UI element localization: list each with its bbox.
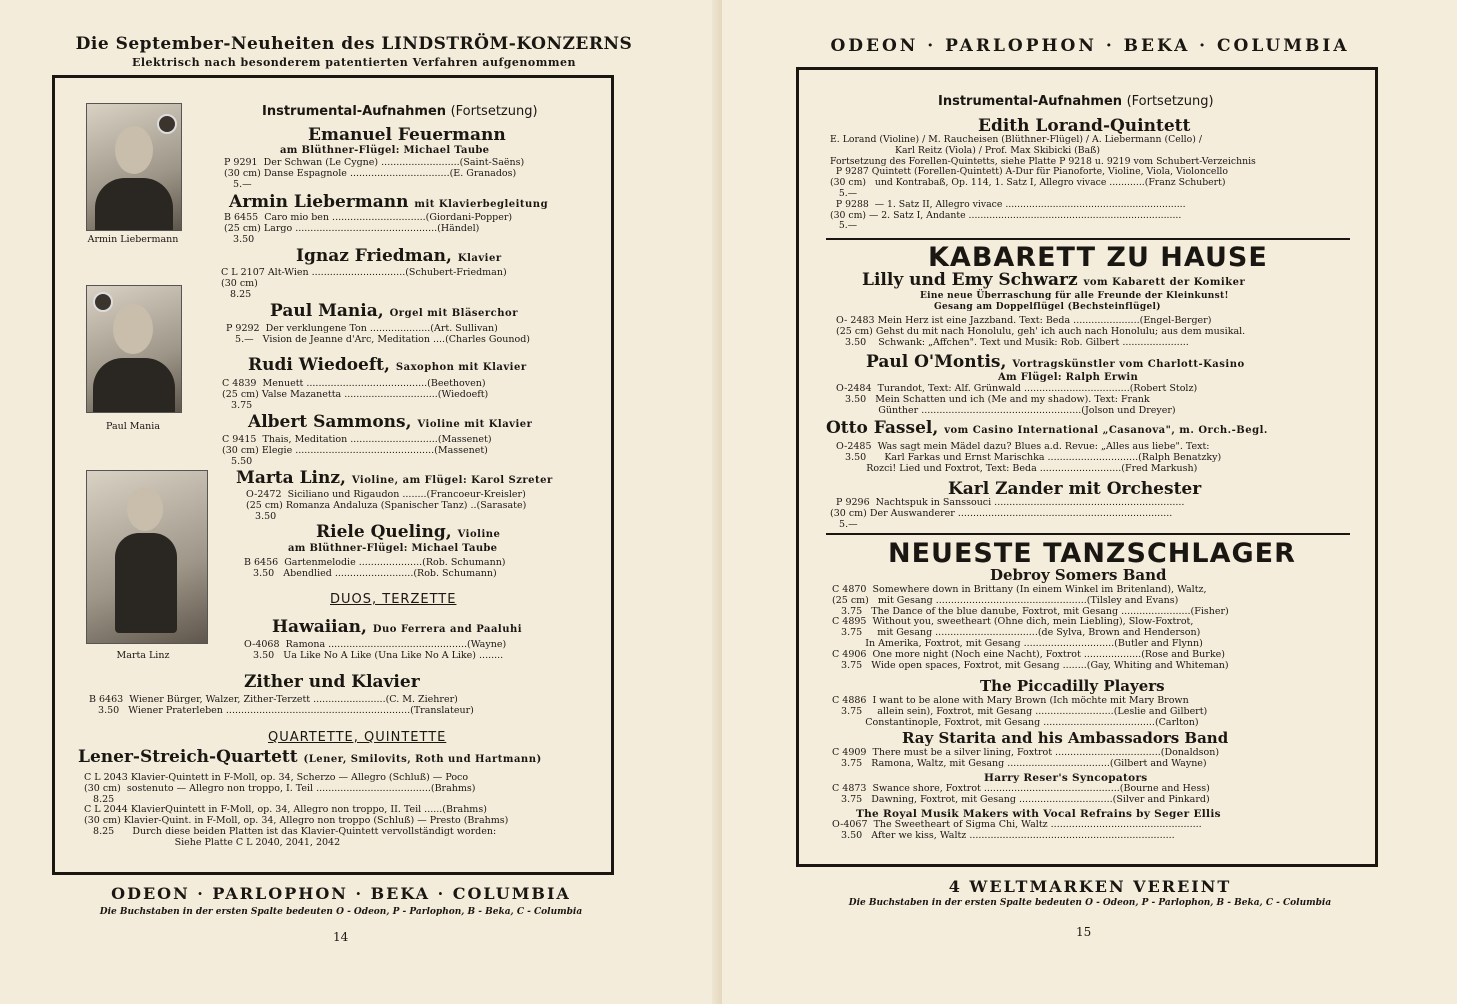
artist-name: Hawaiian, Duo Ferrera and Paaluhi [272,617,523,637]
category-heading: DUOS, TERZETTE [330,592,457,607]
tanzschlager-heading: NEUESTE TANZSCHLAGER [888,538,1296,569]
right-header-title: ODEON · PARLOPHON · BEKA · COLUMBIA [830,36,1350,56]
record-entries: B 6456 Gartenmelodie .....................(Rob. Schumann) 3.50 Abendlied ..........................(Rob. Schumann) [244,557,506,579]
artist-name: Karl Zander mit Orchester [948,479,1202,499]
record-entries: O-2472 Siciliano und Rigaudon ........(Francoeur-Kreisler) (25 cm) Romanza Andaluza (Spanischer Tanz) ..(Sarasate) 3.50 [246,489,527,522]
category-heading: QUARTETTE, QUINTETTE [268,730,447,745]
record-entries: B 6455 Caro mio ben ...............................(Giordani-Popper) (25 cm) Largo ...............................................(Händel) 3.50 [224,212,513,245]
record-entries: O- 2483 Mein Herz ist eine Jazzband. Text: Beda ......................(Engel-Berger) (25 cm) Gehst du mit nach Honolulu, geh' ich auch nach Honolulu; aus dem musikal. 3.50 Schwank: „Affchen". Text und Musik: Rob. Gilbert ...................... [836,315,1246,348]
record-entries: O-4067 The Sweetheart of Sigma Chi, Waltz .................................................. 3.50 After we kiss, Waltz .................................................................... [832,819,1202,841]
artist-name: Debroy Somers Band [990,566,1167,584]
caption: Paul Mania [105,421,161,432]
artist-name: Paul Mania, Orgel mit Bläserchor [270,301,518,321]
odeon-logo-icon [157,114,177,134]
divider [826,238,1350,240]
record-entries: C 4839 Menuett ........................................(Beethoven) (25 cm) Valse Mazanetta ...............................(Wiedoeft) 3.75 [222,378,489,411]
right-footer-note: Die Buchstaben in der ersten Spalte bedeuten O - Odeon, P - Parlophon, B - Beka, C - Columbia [848,898,1332,908]
artist-subtitle: Gesang am Doppelflügel (Bechsteinflügel) [934,302,1161,312]
artist-name: The Piccadilly Players [980,677,1165,695]
caption: Marta Linz [116,650,170,661]
record-entries: O-2484 Turandot, Text: Alf. Grünwald ...................................(Robert Stolz) 3.50 Mein Schatten und ich (Me and my shadow). Text: Frank Günther .....................................................(Jolson und Dreyer) [836,383,1198,416]
artist-name: Albert Sammons, Violine mit Klavier [248,412,533,432]
left-header-subtitle: Elektrisch nach besonderem patentierten Verfahren aufgenommen [131,56,577,69]
portrait-marta-linz [86,470,208,644]
artist-name: Marta Linz, Violine, am Flügel: Karol Szreter [236,468,553,488]
record-entries: C 4909 There must be a silver lining, Foxtrot ...................................(Donaldson) 3.75 Ramona, Waltz, mit Gesang ..................................(Gilbert and Wayne) [832,747,1220,769]
record-entries: O-4068 Ramona ..............................................(Wayne) 3.50 Ua Like No A Like (Una Like No A Like) ........ [244,639,507,661]
artist-name: Riele Queling, Violine [316,522,501,542]
caption: Armin Liebermann [87,234,179,245]
artist-subtitle: Am Flügel: Ralph Erwin [998,372,1139,383]
artist-name: Edith Lorand-Quintett [978,116,1191,136]
right-page [722,0,1457,1004]
record-entries: C L 2107 Alt-Wien ...............................(Schubert-Friedman) (30 cm) 8.25 [221,267,507,300]
artist-name: Armin Liebermann mit Klavierbegleitung [229,192,549,212]
kabarett-heading: KABARETT ZU HAUSE [928,242,1268,273]
artist-name: Rudi Wiedoeft, Saxophon mit Klavier [248,355,527,375]
record-entries: E. Lorand (Violine) / M. Raucheisen (Blüthner-Flügel) / A. Liebermann (Cello) / Karl Reitz (Viola) / Prof. Max Skibicki (Baß) Fortsetzung des Forellen-Quintetts, siehe Platte P 9218 u. 9219 vom Schubert-Verzeichnis P 9287 Quintett (Forellen-Quintett) A-Dur für Pianoforte, Violine, Viola, Violoncello (30 cm) und Kontrabaß, Op. 114, 1. Satz I, Allegro vivace ............(Franz Schubert) 5.— P 9288 — 1. Satz II, Allegro vivace ............................................................. (30 cm) — 2. Satz I, Andante ........................................................................ 5.— [830,134,1256,232]
artist-name: Otto Fassel, vom Casino International „Casanova", m. Orch.-Begl. [826,418,1268,438]
record-entries: C 9415 Thais, Meditation .............................(Massenet) (30 cm) Elegie ..............................................(Massenet) 5.50 [222,434,492,467]
portrait-paul-mania [86,285,182,413]
artist-name: The Royal Musik Makers with Vocal Refrains by Seger Ellis [856,808,1221,820]
left-footer-note: Die Buchstaben in der ersten Spalte bedeuten O - Odeon, P - Parlophon, B - Beka, C - Columbia [99,907,583,917]
artist-subtitle: Eine neue Überraschung für alle Freunde der Kleinkunst! [920,291,1229,301]
record-entries: B 6463 Wiener Bürger, Walzer, Zither-Terzett ........................(C. M. Ziehrer) 3.50 Wiener Praterleben .............................................................(Translateur) [89,694,474,716]
artist-name: Harry Reser's Syncopators [984,772,1148,784]
record-entries: C 4873 Swance shore, Foxtrot .............................................(Bourne and Hess) 3.75 Dawning, Foxtrot, mit Gesang ...............................(Silver and Pinkard) [832,783,1210,805]
artist-name: Lilly und Emy Schwarz vom Kabarett der Komiker [862,270,1246,290]
left-header-title: Die September-Neuheiten des LINDSTRÖM-KONZERNS [75,34,633,54]
record-entries: C L 2043 Klavier-Quintett in F-Moll, op. 34, Scherzo — Allegro (Schluß) — Poco (30 cm) sostenuto — Allegro non troppo, I. Teil ......................................(Brahms) 8.25 C L 2044 KlavierQuintett in F-Moll, op. 34, Allegro non troppo, II. Teil ......(Brahms) (30 cm) Klavier-Quint. in F-Moll, op. 34, Allegro non troppo (Schluß) — Presto (Brahms) 8.25 Durch diese beiden Platten ist das Klavier-Quintett vervollständigt worden: Siehe Platte C L 2040, 2041, 2042 [84,772,509,848]
artist-name: Lener-Streich-Quartett (Lener, Smilovits, Roth und Hartmann) [78,747,542,767]
record-entries: C 4886 I want to be alone with Mary Brown (Ich möchte mit Mary Brown 3.75 allein sein), Foxtrot, mit Gesang ..........................(Leslie and Gilbert) Constantinople, Foxtrot, mit Gesang .....................................(Carlton) [832,695,1208,728]
section-heading: Instrumental-Aufnahmen (Fortsetzung) [938,94,1214,109]
left-footer-brands: ODEON · PARLOPHON · BEKA · COLUMBIA [111,884,571,903]
portrait-armin-liebermann [86,103,182,231]
artist-name: Ignaz Friedman, Klavier [296,246,502,266]
odeon-logo-icon [93,292,113,312]
right-footer-title: 4 WELTMARKEN VEREINT [948,877,1232,896]
artist-name: Emanuel Feuermann [308,125,506,145]
page-number: 14 [333,930,349,944]
record-entries: P 9292 Der verklungene Ton ....................(Art. Sullivan) 5.— Vision de Jeanne d'Arc, Meditation ....(Charles Gounod) [226,323,530,345]
artist-name: Ray Starita and his Ambassadors Band [902,729,1229,747]
record-entries: P 9291 Der Schwan (Le Cygne) ..........................(Saint-Saëns) (30 cm) Danse Espagnole .................................(E. Granados) 5.— [224,157,525,190]
divider [826,533,1350,535]
artist-subtitle: am Blüthner-Flügel: Michael Taube [280,145,490,156]
page-number: 15 [1076,925,1092,939]
artist-name: Paul O'Montis, Vortragskünstler vom Charlott-Kasino [866,352,1245,372]
record-entries: P 9296 Nachtspuk in Sanssouci ............................................................... (30 cm) Der Auswanderer ....................................................................... 5.— [830,497,1185,530]
section-heading: Instrumental-Aufnahmen (Fortsetzung) [262,104,538,119]
artist-name: Zither und Klavier [244,672,420,692]
artist-subtitle: am Blüthner-Flügel: Michael Taube [288,543,498,554]
left-page [0,0,722,1004]
record-entries: C 4870 Somewhere down in Brittany (In einem Winkel im Britenland), Waltz, (25 cm) mit Gesang ..................................................(Tilsley and Evans) 3.75 The Dance of the blue danube, Foxtrot, mit Gesang .......................(Fisher) C 4895 Without you, sweetheart (Ohne dich, mein Liebling), Slow-Foxtrot, 3.75 mit Gesang ..................................(de Sylva, Brown and Henderson) In Amerika, Foxtrot, mit Gesang ..............................(Butler and Flynn) C 4906 One more night (Noch eine Nacht), Foxtrot ...................(Rose and Burke) 3.75 Wide open spaces, Foxtrot, mit Gesang ........(Gay, Whiting and Whiteman) [832,584,1229,671]
record-entries: O-2485 Was sagt mein Mädel dazu? Blues a.d. Revue: „Alles aus liebe". Text: 3.50 Karl Farkas und Ernst Marischka ..............................(Ralph Benatzky) Rozci! Lied und Foxtrot, Text: Beda ...........................(Fred Markush) [836,441,1222,474]
